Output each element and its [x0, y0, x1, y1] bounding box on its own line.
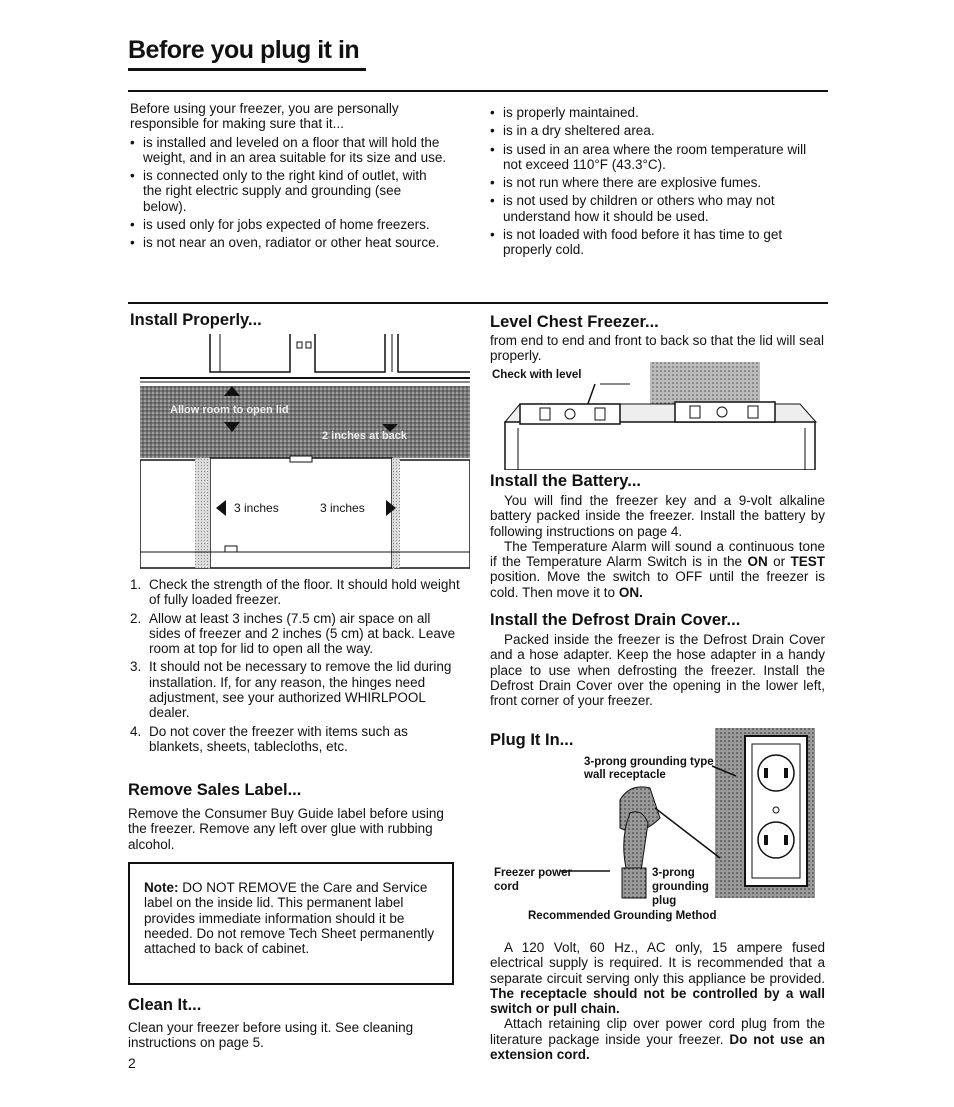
level-text: from end to end and front to back so that the lid will seal properly. [490, 333, 824, 364]
list-item: 1. Check the strength of the floor. It should hold weight of fully loaded freezer. [130, 577, 460, 608]
bullet-list-left [130, 135, 448, 251]
clean-text: Clean your freezer before using it. See cleaning instructions on page 5. [128, 1020, 414, 1051]
list-item: • is used only for jobs expected of home freezers. [130, 217, 448, 232]
note-text: DO NOT REMOVE the Care and Service label on the inside lid. This permanent label provides immediate information should it be needed. Do not remove Tech Sheet permanently attached to back of cabinet. [144, 880, 435, 957]
list-item: • is not run where there are explosive fumes. [490, 175, 810, 190]
note-label: Note: [144, 880, 179, 895]
note-box [128, 862, 454, 985]
clean-heading: Clean It... [128, 996, 202, 1014]
list-item: • is used in an area where the room temperature will not exceed 110°F (43.3°C). [490, 142, 810, 173]
top-rule [128, 90, 828, 92]
plug-heading: Plug It In... [490, 731, 574, 749]
remove-label-text: Remove the Consumer Buy Guide label before using the freezer. Remove any left over glue with rubbing alcohol. [128, 806, 444, 852]
defrost-text: Packed inside the freezer is the Defrost Drain Cover and a hose adapter. Keep the hose adapter in a handy place to use when defrosting the freezer. Install the Defrost Drain Cover over the opening in the lower left, front corner of your freezer. [490, 632, 825, 709]
receptacle-label: 3-prong grounding type wall receptacle [584, 756, 714, 781]
grounding-plug-label: 3-prong grounding plug [652, 867, 709, 907]
list-item: • is connected only to the right kind of outlet, with the right electric supply and grounding (see below). [130, 168, 448, 214]
list-item: • is not used by children or others who may not understand how it should be used. [490, 193, 810, 224]
defrost-heading: Install the Defrost Drain Cover... [490, 611, 741, 629]
list-item: 4. Do not cover the freezer with items such as blankets, sheets, tablecloths, etc. [130, 723, 408, 754]
list-item: • is in a dry sheltered area. [490, 123, 810, 138]
level-illustration [500, 362, 825, 470]
intro-text: Before using your freezer, you are personally responsible for making sure that it... [130, 101, 399, 132]
power-cord-label: Freezer power cord [494, 867, 572, 893]
battery-heading: Install the Battery... [490, 472, 641, 490]
install-clearance-illustration [140, 332, 470, 572]
install-steps-list [130, 577, 460, 754]
list-item: • is not loaded with food before it has time to get properly cold. [490, 227, 810, 258]
install-steps [130, 577, 460, 757]
level-heading: Level Chest Freezer... [490, 313, 659, 331]
title-underline [128, 68, 366, 71]
plug-paragraph-1: A 120 Volt, 60 Hz., AC only, 15 ampere fused electrical supply is required. It is recommended that a separate circuit serving only this appliance be provided. The receptacle should not be controlled by a wall switch or pull chain. [490, 940, 825, 1017]
intro-bullets-right [490, 105, 810, 261]
bullet-list-right [490, 105, 810, 258]
remove-label-heading: Remove Sales Label... [128, 781, 302, 799]
page-number: 2 [128, 1055, 136, 1071]
figure-caption: Recommended Grounding Method [528, 910, 717, 922]
list-item: • is installed and leveled on a floor that will hold the weight, and in an area suitable for its size and use. [130, 135, 448, 166]
allow-room-label: Allow room to open lid [170, 404, 289, 416]
plug-text [490, 940, 825, 1062]
battery-text [490, 493, 825, 600]
install-heading: Install Properly... [130, 311, 262, 329]
right-clearance-label: 3 inches [320, 501, 365, 515]
list-item: • is properly maintained. [490, 105, 810, 120]
plug-paragraph-2: Attach retaining clip over power cord plug from the literature package inside your freezer. Do not use an extension cord. [490, 1016, 825, 1063]
page-title: Before you plug it in [128, 36, 360, 64]
mid-rule [128, 302, 828, 304]
level-figure-label: Check with level [492, 369, 582, 381]
back-clearance-label: 2 inches at back [322, 430, 407, 442]
battery-paragraph-1: You will find the freezer key and a 9-volt alkaline battery packed inside the freezer. Install the battery by following instructions on page 4. [490, 493, 825, 539]
list-item: 3. It should not be necessary to remove the lid during installation. If, for any reason, the hinges need adjustment, see your authorized WHIRLPOOL dealer. [130, 659, 452, 721]
list-item: 2. Allow at least 3 inches (7.5 cm) air space on all sides of freezer and 2 inches (5 cm) at back. Leave room at top for lid to open all the way. [130, 610, 456, 657]
battery-paragraph-2: The Temperature Alarm will sound a continuous tone if the Temperature Alarm Switch is in the ON or TEST position. Move the switch to OFF until the freezer is cold. Then move it to ON. [490, 538, 825, 600]
list-item: • is not near an oven, radiator or other heat source. [130, 235, 448, 250]
left-clearance-label: 3 inches [234, 501, 279, 515]
intro-section [130, 101, 448, 254]
